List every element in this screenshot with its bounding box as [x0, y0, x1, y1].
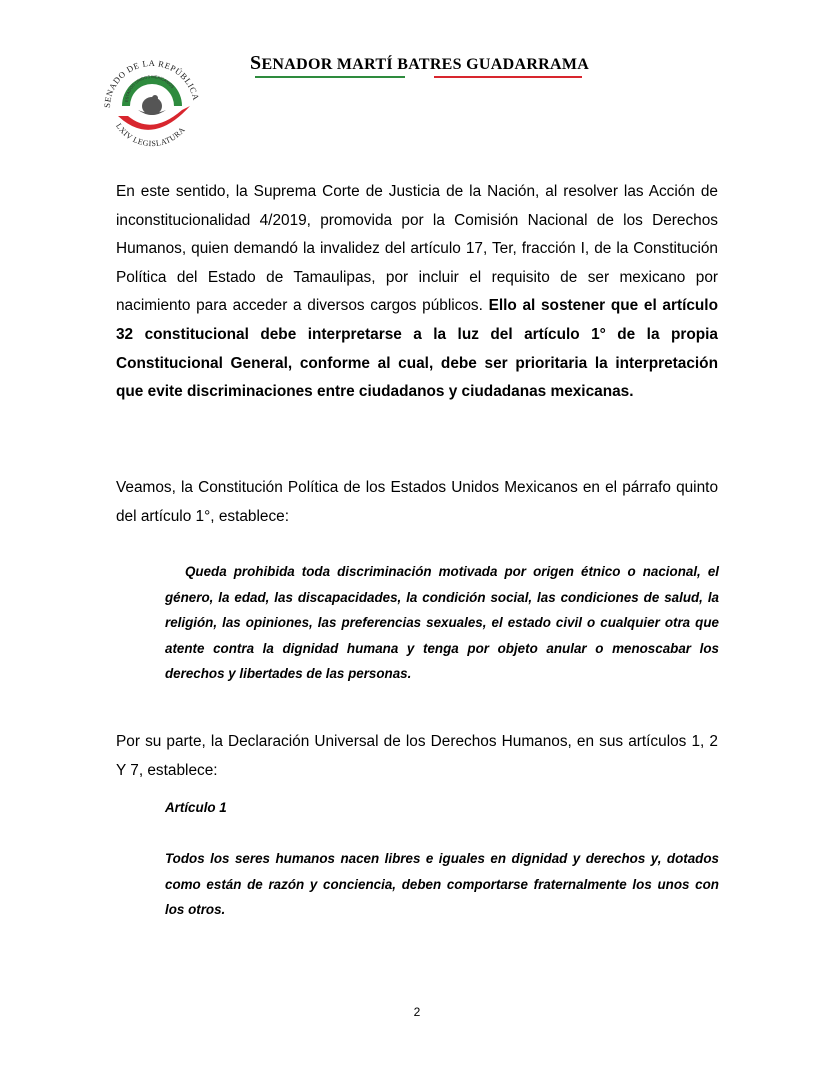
paragraph-scjn-text: En este sentido, la Suprema Corte de Justicia de la Nación, al resolver las Acción de inconstitucionalidad 4/2019, promovida por la Comisión Nacional de los Derechos Humanos, quien demandó la invalidez del artículo 17, Ter, fracción I, de la Constitución Política del Estado de Tamaulipas, por incluir el requisito de ser mexicano por nacimiento para acceder a diversos cargos públicos. — [116, 183, 718, 315]
quote-declaration-article-1: Todos los seres humanos nacen libres e iguales en dignidad y derechos y, dotados como están de razón y conciencia, deben comportarse fraternalmente los unos con los otros. — [165, 851, 719, 918]
seal-inner-text: ESTADOS UNIDOS MEXICANOS — [123, 73, 176, 103]
seal-top-text: SENADO DE LA REPÚBLICA — [101, 57, 202, 109]
header-title — [250, 52, 589, 75]
paragraph-scjn-bold: Ello al sostener que el artículo 32 constitucional debe interpretarse a la luz del artículo 1° de la propia Constitucional General, conforme al cual, debe ser prioritaria la interpretación que evite discriminaciones entre ciudadanos y ciudadanas mexicanas. — [116, 297, 718, 401]
page-number: 2 — [413, 1005, 421, 1019]
article-1-heading: Artículo 1 — [165, 800, 227, 815]
paragraph-scjn — [116, 178, 718, 407]
paragraph-constitution-intro: Veamos, la Constitución Política de los Estados Unidos Mexicanos en el párrafo quinto del artículo 1°, establece: — [116, 479, 718, 525]
header-title-rest: ENADOR MARTÍ BATRES GUADARRAMA — [261, 56, 590, 73]
paragraph-declaration-intro: Por su parte, la Declaración Universal de los Derechos Humanos, en sus artículos 1, 2 Y 7, establece: — [116, 733, 718, 779]
senate-seal-logo — [98, 44, 206, 156]
header-rule-red — [434, 76, 582, 78]
header-title-initial: S — [250, 52, 262, 74]
header-rule-green — [255, 76, 405, 78]
seal-bottom-text: LXIV LEGISLATURA — [114, 121, 187, 149]
quote-constitution-article-1: Queda prohibida toda discriminación motivada por origen étnico o nacional, el género, la edad, las discapacidades, la condición social, las condiciones de salud, la religión, las opiniones, las preferencias sexuales, el estado civil o cualquier otra que atente contra la dignidad humana y tenga por objeto anular o menoscabar los derechos y libertades de las personas. — [165, 564, 719, 682]
eagle-emblem-icon — [138, 95, 166, 115]
